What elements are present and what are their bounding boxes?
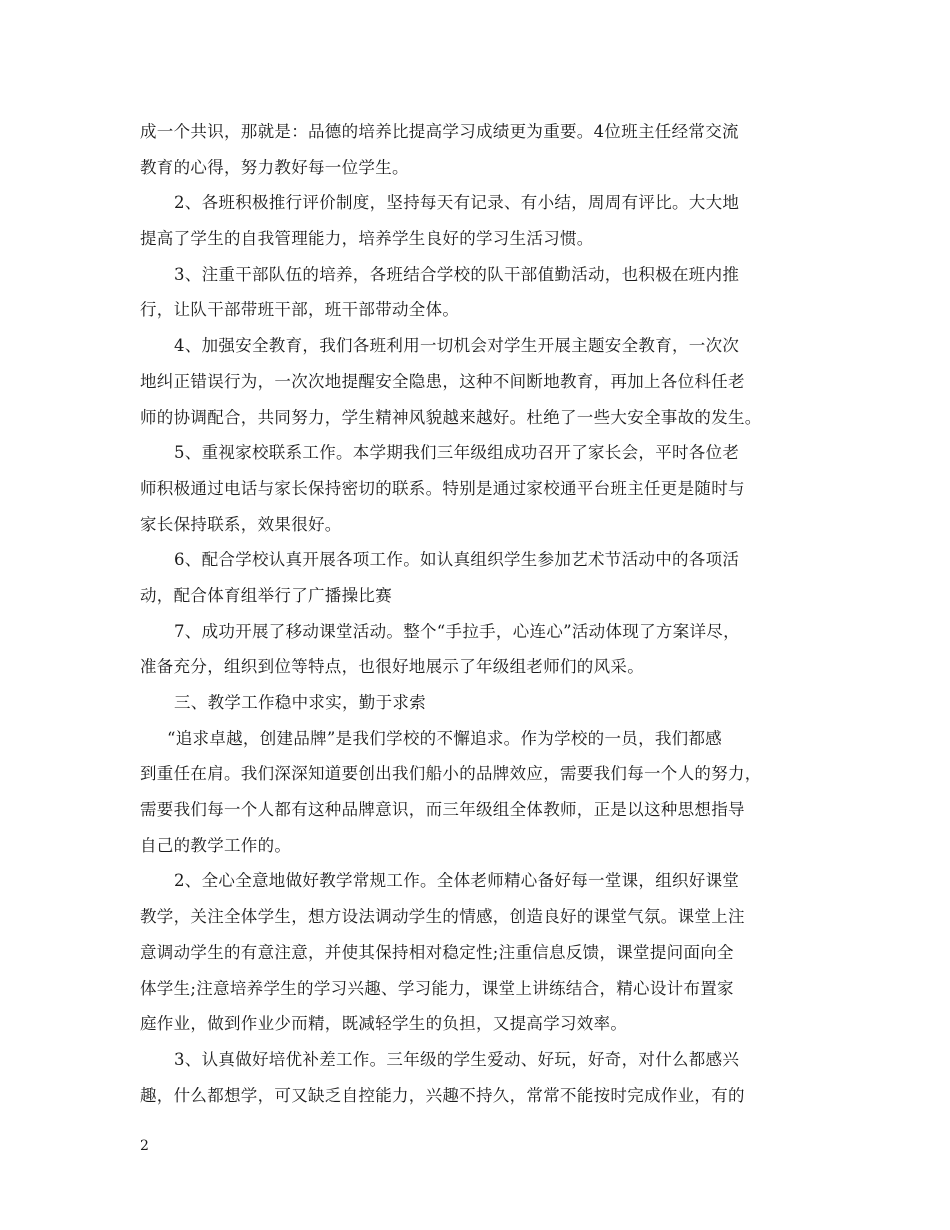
text-line: 5、重视家校联系工作。本学期我们三年级组成功召开了家长会，平时各位老: [174, 443, 740, 463]
text-line: 教学，关注全体学生，想方设法调动学生的情感，创造良好的课堂气氛。课堂上注: [140, 907, 745, 927]
text-line: 2、全心全意地做好教学常规工作。全体老师精心备好每一堂课，组织好课堂: [174, 871, 740, 891]
text-line: 师积极通过电话与家长保持密切的联系。特别是通过家校通平台班主任更是随时与: [140, 478, 745, 498]
text-line: 到重任在肩。我们深深知道要创出我们船小的品牌效应，需要我们每一个人的努力，: [140, 764, 762, 784]
text-line: 家长保持联系，效果很好。: [140, 514, 342, 534]
text-line: 3、注重干部队伍的培养，各班结合学校的队干部值勤活动，也积极在班内推: [174, 264, 740, 284]
text-line: 6、配合学校认真开展各项工作。如认真组织学生参加艺术节活动中的各项活: [174, 550, 740, 570]
text-line: 提高了学生的自我管理能力，培养学生良好的学习生活习惯。: [140, 229, 594, 249]
text-line: 意调动学生的有意注意，并使其保持相对稳定性;注重信息反馈，课堂提问面向全: [140, 942, 734, 962]
text-line: “追求卓越，创建品牌”是我们学校的不懈追求。作为学校的一员，我们都感: [167, 728, 723, 748]
document-body: [140, 114, 820, 1113]
text-line: 趣，什么都想学，可又缺乏自控能力，兴趣不持久，常常不能按时完成作业，有的: [140, 1085, 745, 1105]
text-line: 自己的教学工作的。: [140, 835, 292, 855]
text-line: 师的协调配合，共同努力，学生精神风貌越来越好。杜绝了一些大安全事故的发生。: [140, 407, 762, 427]
text-line: 成一个共识，那就是：品德的培养比提高学习成绩更为重要。4位班主任经常交流: [140, 122, 739, 141]
text-line: 7、成功开展了移动课堂活动。整个“手拉手，心连心”活动体现了方案详尽，: [174, 621, 740, 641]
text-line: 4、加强安全教育，我们各班利用一切机会对学生开展主题安全教育，一次次: [174, 336, 740, 356]
text-line: 地纠正错误行为，一次次地提醒安全隐患，这种不间断地教育，再加上各位科任老: [140, 371, 745, 391]
text-line: 2、各班积极推行评价制度，坚持每天有记录、有小结，周周有评比。大大地: [174, 193, 740, 213]
text-line: 教育的心得，努力教好每一位学生。: [140, 157, 409, 177]
text-line: 庭作业，做到作业少而精，既减轻学生的负担，又提高学习效率。: [140, 1014, 628, 1034]
text-line: 动，配合体育组举行了广播操比赛: [140, 585, 392, 605]
text-line: 三、教学工作稳中求实，勤于求索: [174, 693, 426, 712]
text-line: 需要我们每一个人都有这种品牌意识，而三年级组全体教师，正是以这种思想指导: [140, 800, 745, 820]
text-line: 行，让队干部带班干部，班干部带动全体。: [140, 300, 460, 320]
text-line: 3、认真做好培优补差工作。三年级的学生爱动、好玩，好奇，对什么都感兴: [174, 1049, 740, 1069]
text-line: 准备充分，组织到位等特点，也很好地展示了年级组老师们的风采。: [140, 657, 644, 677]
text-line: 体学生;注意培养学生的学习兴趣、学习能力，课堂上讲练结合，精心设计布置家: [140, 978, 734, 998]
page-number: 2: [140, 1138, 149, 1154]
